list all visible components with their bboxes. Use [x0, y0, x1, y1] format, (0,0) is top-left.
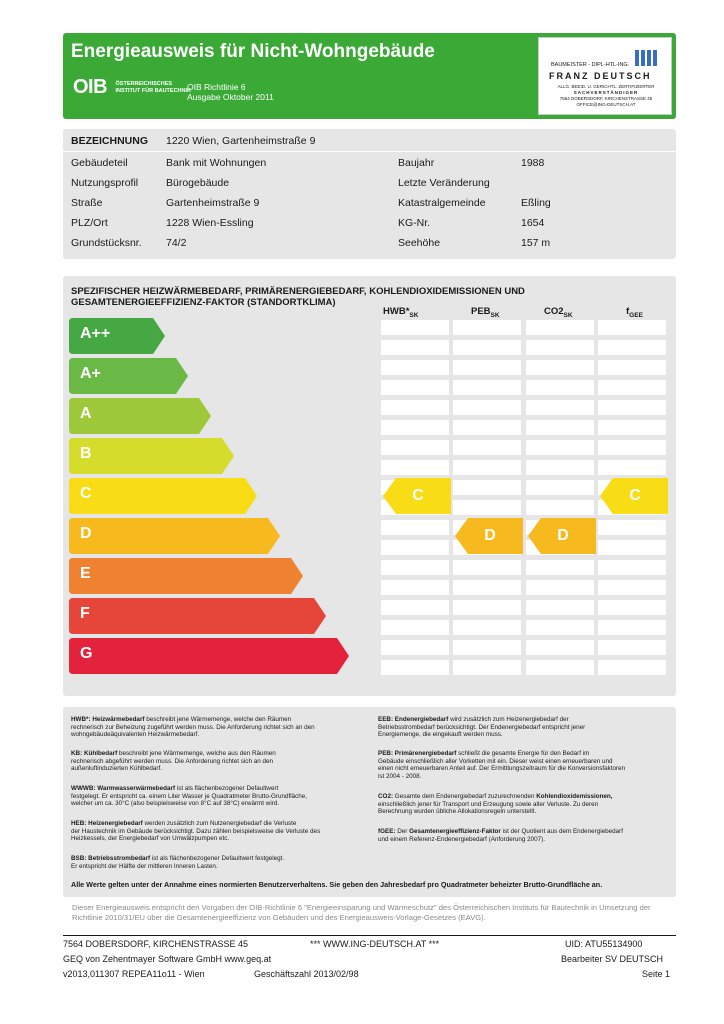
column-peb [471, 306, 500, 319]
grid-cell [453, 440, 521, 455]
grid-cell [453, 500, 521, 515]
footer-website: *** WWW.ING-DEUTSCH.AT *** [310, 939, 440, 949]
grid-cell [453, 420, 521, 435]
class-bar-aplusplus [69, 318, 165, 352]
rating-marker-label: C [412, 487, 424, 504]
baujahr-value: 1988 [521, 157, 545, 169]
grid-cell [598, 320, 666, 335]
stamp-logo-icon [635, 50, 657, 66]
grid-cell [381, 660, 449, 675]
class-bar-c [69, 478, 257, 512]
class-bar-label: G [80, 645, 93, 662]
column-fgee-main: f [626, 306, 630, 317]
richtlinie-info [187, 82, 274, 102]
legend-co2: CO2: Gesamte dem Endenergiebedarf zuzurechnenden Kohlendioxidemissionen, einschließlich jener für Transport und Erzeugung sowie aller Verluste. Zu deren Berechnung wurden übliche Allokationsregeln unterstellt. [378, 793, 613, 816]
grid-cell [381, 440, 449, 455]
rating-column-3 [526, 320, 594, 682]
grundstuecksnr-label: Grundstücksnr. [71, 237, 142, 249]
footer-version: v2013,011307 REPEA11o11 - Wien [63, 969, 205, 979]
class-bar-label: D [80, 525, 92, 542]
oib-sub-1: ÖSTERREICHISCHES [115, 80, 173, 87]
nutzungsprofil-label: Nutzungsprofil [71, 177, 139, 189]
legend-hwb: HWB*: Heizwärmebedarf beschreibt jene Wärmemenge, welche den Räumen rechnerisch zur Beheizung zugeführt werden muss. Die Anforderung richtet sich an den wohngebäudeäquivalenten Heizwärmebedarf. [71, 716, 315, 739]
column-hwb-main: HWB* [383, 306, 410, 317]
legend-heb: HEB: Heizenergiebedarf werden zusätzlich zum Nutzenergiebedarf die Verluste der Haustechnik im Gebäude berücksichtigt. Dazu zählen beispielsweise die Verluste des Heizkessels, der Energiebedarf von Umwälzpumpen etc. [71, 820, 321, 843]
grid-cell [453, 600, 521, 615]
richtlinie-line-2: Ausgabe Oktober 2011 [187, 92, 274, 102]
stamp-name: FRANZ DEUTSCH [549, 71, 652, 81]
plz-ort-label: PLZ/Ort [71, 217, 108, 229]
seehoehe-value: 157 m [521, 237, 551, 249]
class-bar-shape [69, 558, 303, 594]
header-banner [63, 33, 676, 119]
katastralgemeinde-label: Katastralgemeinde [398, 197, 486, 209]
grid-cell [526, 560, 594, 575]
expert-stamp [538, 37, 672, 115]
legend-bsb: BSB: Betriebsstrombedarf ist als flächenbezogener Defaultwert festgelegt. Er entspricht der Hälfte der mittleren Inneren Lasten. [71, 855, 285, 870]
gebaeudeteil-label: Gebäudeteil [71, 157, 128, 169]
grid-cell [381, 340, 449, 355]
grid-cell [453, 620, 521, 635]
stamp-line-3: ALLG. BEEID. U. GERICHTL. ZERTIFIZIERTER [557, 84, 655, 89]
grid-cell [381, 400, 449, 415]
document-title: Energieausweis für Nicht-Wohngebäude [71, 41, 435, 62]
class-bar-label: A+ [80, 365, 101, 382]
grid-cell [526, 660, 594, 675]
oib-logo-text: OIB [73, 76, 108, 98]
rating-marker-label: D [484, 527, 496, 544]
grundstuecksnr-value: 74/2 [166, 237, 187, 249]
stamp-details [545, 84, 667, 108]
grid-cell [598, 600, 666, 615]
nutzungsprofil-value: Bürogebäude [166, 177, 230, 189]
legend-wwwb: WWWB: Warmwasserwärmebedarf ist als flächenbezogener Defaultwert festgelegt. Er entspricht ca. einem Liter Wasser je Quadratmeter Brutto-Grundfläche, welcher um ca. 30°C (also beispielsweise von 8°C auf 38°C) erwärmt wird. [71, 785, 308, 808]
column-hwb [383, 306, 418, 319]
seehoehe-label: Seehöhe [398, 237, 441, 249]
class-bar-b [69, 438, 234, 472]
grid-cell [381, 540, 449, 555]
class-bar-label: A++ [80, 325, 111, 342]
grid-cell [526, 480, 594, 495]
stamp-line-5: 7564 DOBERSDORF, KIRCHENSTRASSE 45 [559, 96, 653, 101]
stamp-line-1: BAUMEISTER - DIPL-HTL-ING. [551, 62, 630, 68]
grid-cell [526, 400, 594, 415]
baujahr-label: Baujahr [398, 157, 435, 169]
oib-sub-2: INSTITUT FÜR BAUTECHNIK [115, 87, 191, 94]
column-fgee-sub: GEE [629, 311, 643, 319]
legend-eeb: EEB: Endenergiebedarf wird zusätzlich zum Heizenergiebedarf der Betriebsstrombedarf berücksichtigt. Der Endenergiebedarf entspricht jener Energiemenge, die eingekauft werden muss. [378, 716, 586, 739]
footer-uid: UID: ATU55134900 [565, 939, 643, 949]
legal-note: Dieser Energieausweis entspricht den Vorgaben der OIB-Richtlinie 6 "Energieeinsparung und Wärmeschutz" des Österreichischen Instituts für Bautechnik in Umsetzung der Richtlinie 2010/31/EU über die Gesamtenergieeffizienz von Gebäuden und des Energieausweis-Vorlage-Gesetzes (EAVG). [72, 903, 651, 922]
footer-divider [63, 935, 676, 936]
rating-column-2 [453, 320, 521, 682]
grid-cell [526, 500, 594, 515]
legend-peb: PEB: Primärenergiebedarf schließt die gesamte Energie für den Bedarf im Gebäude einschließlich aller Vorketten mit ein. Dieser weist einen erneuerbaren und einen nicht erneuerbaren Anteil auf. Der Ermittlungszeitraum für die Konversionsfaktoren ist 2004 - 2008. [378, 750, 626, 780]
grid-cell [453, 560, 521, 575]
grid-cell [598, 440, 666, 455]
kg-nr-label: KG-Nr. [398, 217, 431, 229]
footer-geschaeftszahl: Geschäftszahl 2013/02/98 [254, 969, 359, 979]
grid-cell [381, 460, 449, 475]
legend-panel [63, 707, 676, 897]
grid-cell [381, 560, 449, 575]
class-bar-g [69, 638, 349, 672]
class-bar-d [69, 518, 280, 552]
grid-cell [453, 660, 521, 675]
kg-nr-value: 1654 [521, 217, 545, 229]
grid-cell [381, 600, 449, 615]
katastralgemeinde-value: Eßling [521, 197, 551, 209]
grid-cell [381, 580, 449, 595]
grid-cell [526, 360, 594, 375]
rating-marker-4 [600, 478, 670, 514]
bezeichnung-label: BEZEICHNUNG [71, 135, 149, 147]
grid-cell [598, 640, 666, 655]
legend-fgee: fGEE: Der Gesamtenergieeffizienz-Faktor ist der Quotient aus dem Endenergiebedarf und einem Referenz-Endenergiebedarf (Anforderung 2007). [378, 828, 624, 843]
oib-logo [73, 76, 191, 99]
stamp-line-4: SACHVERSTÄNDIGER [573, 90, 639, 95]
strasse-value: Gartenheimstraße 9 [166, 197, 260, 209]
column-co2-main: CO2 [544, 306, 564, 317]
grid-cell [453, 580, 521, 595]
grid-cell [598, 540, 666, 555]
column-co2-sub: SK [563, 311, 573, 319]
grid-cell [453, 460, 521, 475]
class-bar-shape [69, 478, 257, 514]
energy-heading-line-1: SPEZIFISCHER HEIZWÄRMEBEDARF, PRIMÄRENERGIEBEDARF, KOHLENDIOXIDEMISSIONEN UND [71, 286, 525, 297]
grid-cell [526, 440, 594, 455]
letzte-veraenderung-label: Letzte Veränderung [398, 177, 490, 189]
grid-cell [381, 420, 449, 435]
legend-footer: Alle Werte gelten unter der Annahme eines normierten Benutzerverhaltens. Sie geben den Jahresbedarf pro Quadratmeter beheizter Brutto-Grundfläche an. [71, 880, 603, 889]
class-bar-shape [69, 638, 349, 674]
column-peb-sub: SK [490, 311, 500, 319]
plz-ort-value: 1228 Wien-Essling [166, 217, 254, 229]
legend-kb: KB: Kühlbedarf beschreibt jene Wärmemenge, welche aus den Räumen rechnerisch abgeführt werden muss. Die Anforderung richtet sich an den außenluftinduzierten Kühlbedarf. [71, 750, 276, 773]
grid-cell [381, 360, 449, 375]
grid-cell [598, 520, 666, 535]
grid-cell [526, 640, 594, 655]
grid-cell [381, 320, 449, 335]
grid-cell [453, 400, 521, 415]
grid-cell [526, 320, 594, 335]
column-fgee [626, 306, 643, 319]
grid-cell [526, 620, 594, 635]
energy-heading-line-2: GESAMTENERGIEEFFIZIENZ-FAKTOR (STANDORTKLIMA) [71, 297, 336, 308]
bezeichnung-value: 1220 Wien, Gartenheimstraße 9 [166, 135, 316, 147]
grid-cell [526, 460, 594, 475]
stamp-line-6: OFFICE@ING-DEUTSCH.AT [576, 102, 636, 107]
gebaeudeteil-value: Bank mit Wohnungen [166, 157, 267, 169]
strasse-label: Straße [71, 197, 103, 209]
grid-cell [526, 580, 594, 595]
grid-cell [598, 400, 666, 415]
column-peb-main: PEB [471, 306, 491, 317]
class-bar-a [69, 398, 211, 432]
class-bar-label: C [80, 485, 92, 502]
grid-cell [453, 340, 521, 355]
grid-cell [526, 380, 594, 395]
class-bar-label: F [80, 605, 90, 622]
class-bar-shape [69, 598, 326, 634]
class-bar-label: B [80, 445, 92, 462]
grid-cell [598, 580, 666, 595]
grid-cell [453, 320, 521, 335]
column-co2 [544, 306, 573, 319]
building-info-panel [63, 129, 676, 259]
grid-cell [598, 620, 666, 635]
grid-cell [598, 340, 666, 355]
class-bar-shape [69, 438, 234, 474]
grid-cell [453, 360, 521, 375]
class-bar-e [69, 558, 303, 592]
grid-cell [526, 420, 594, 435]
grid-cell [453, 380, 521, 395]
energy-rating-panel [63, 276, 676, 696]
grid-cell [598, 660, 666, 675]
oib-logo-subtitle [116, 81, 191, 95]
class-bar-f [69, 598, 326, 632]
class-bar-aplus [69, 358, 188, 392]
grid-cell [598, 460, 666, 475]
richtlinie-line-1: OIB Richtlinie 6 [187, 82, 246, 92]
class-bar-label: E [80, 565, 91, 582]
class-bar-shape [69, 518, 280, 554]
grid-cell [598, 560, 666, 575]
grid-cell [381, 640, 449, 655]
class-bar-label: A [80, 405, 92, 422]
grid-cell [598, 420, 666, 435]
rating-marker-label: D [557, 527, 569, 544]
divider [63, 151, 676, 152]
footer-address: 7564 DOBERSDORF, KIRCHENSTRASSE 45 [63, 939, 249, 949]
energy-heading [71, 286, 631, 308]
grid-cell [381, 520, 449, 535]
grid-cell [381, 620, 449, 635]
grid-cell [526, 600, 594, 615]
grid-cell [453, 640, 521, 655]
grid-cell [453, 480, 521, 495]
rating-marker-1 [383, 478, 453, 514]
rating-marker-2 [455, 518, 525, 554]
footer-bearbeiter: Bearbeiter SV DEUTSCH [561, 954, 664, 964]
footer-software: GEQ von Zehentmayer Software GmbH www.geq.at [63, 954, 272, 964]
grid-cell [381, 380, 449, 395]
grid-cell [598, 360, 666, 375]
footer-seite: Seite 1 [642, 969, 671, 979]
grid-cell [526, 340, 594, 355]
rating-marker-3 [528, 518, 598, 554]
rating-marker-label: C [629, 487, 641, 504]
grid-cell [598, 380, 666, 395]
column-hwb-sub: SK [409, 311, 419, 319]
